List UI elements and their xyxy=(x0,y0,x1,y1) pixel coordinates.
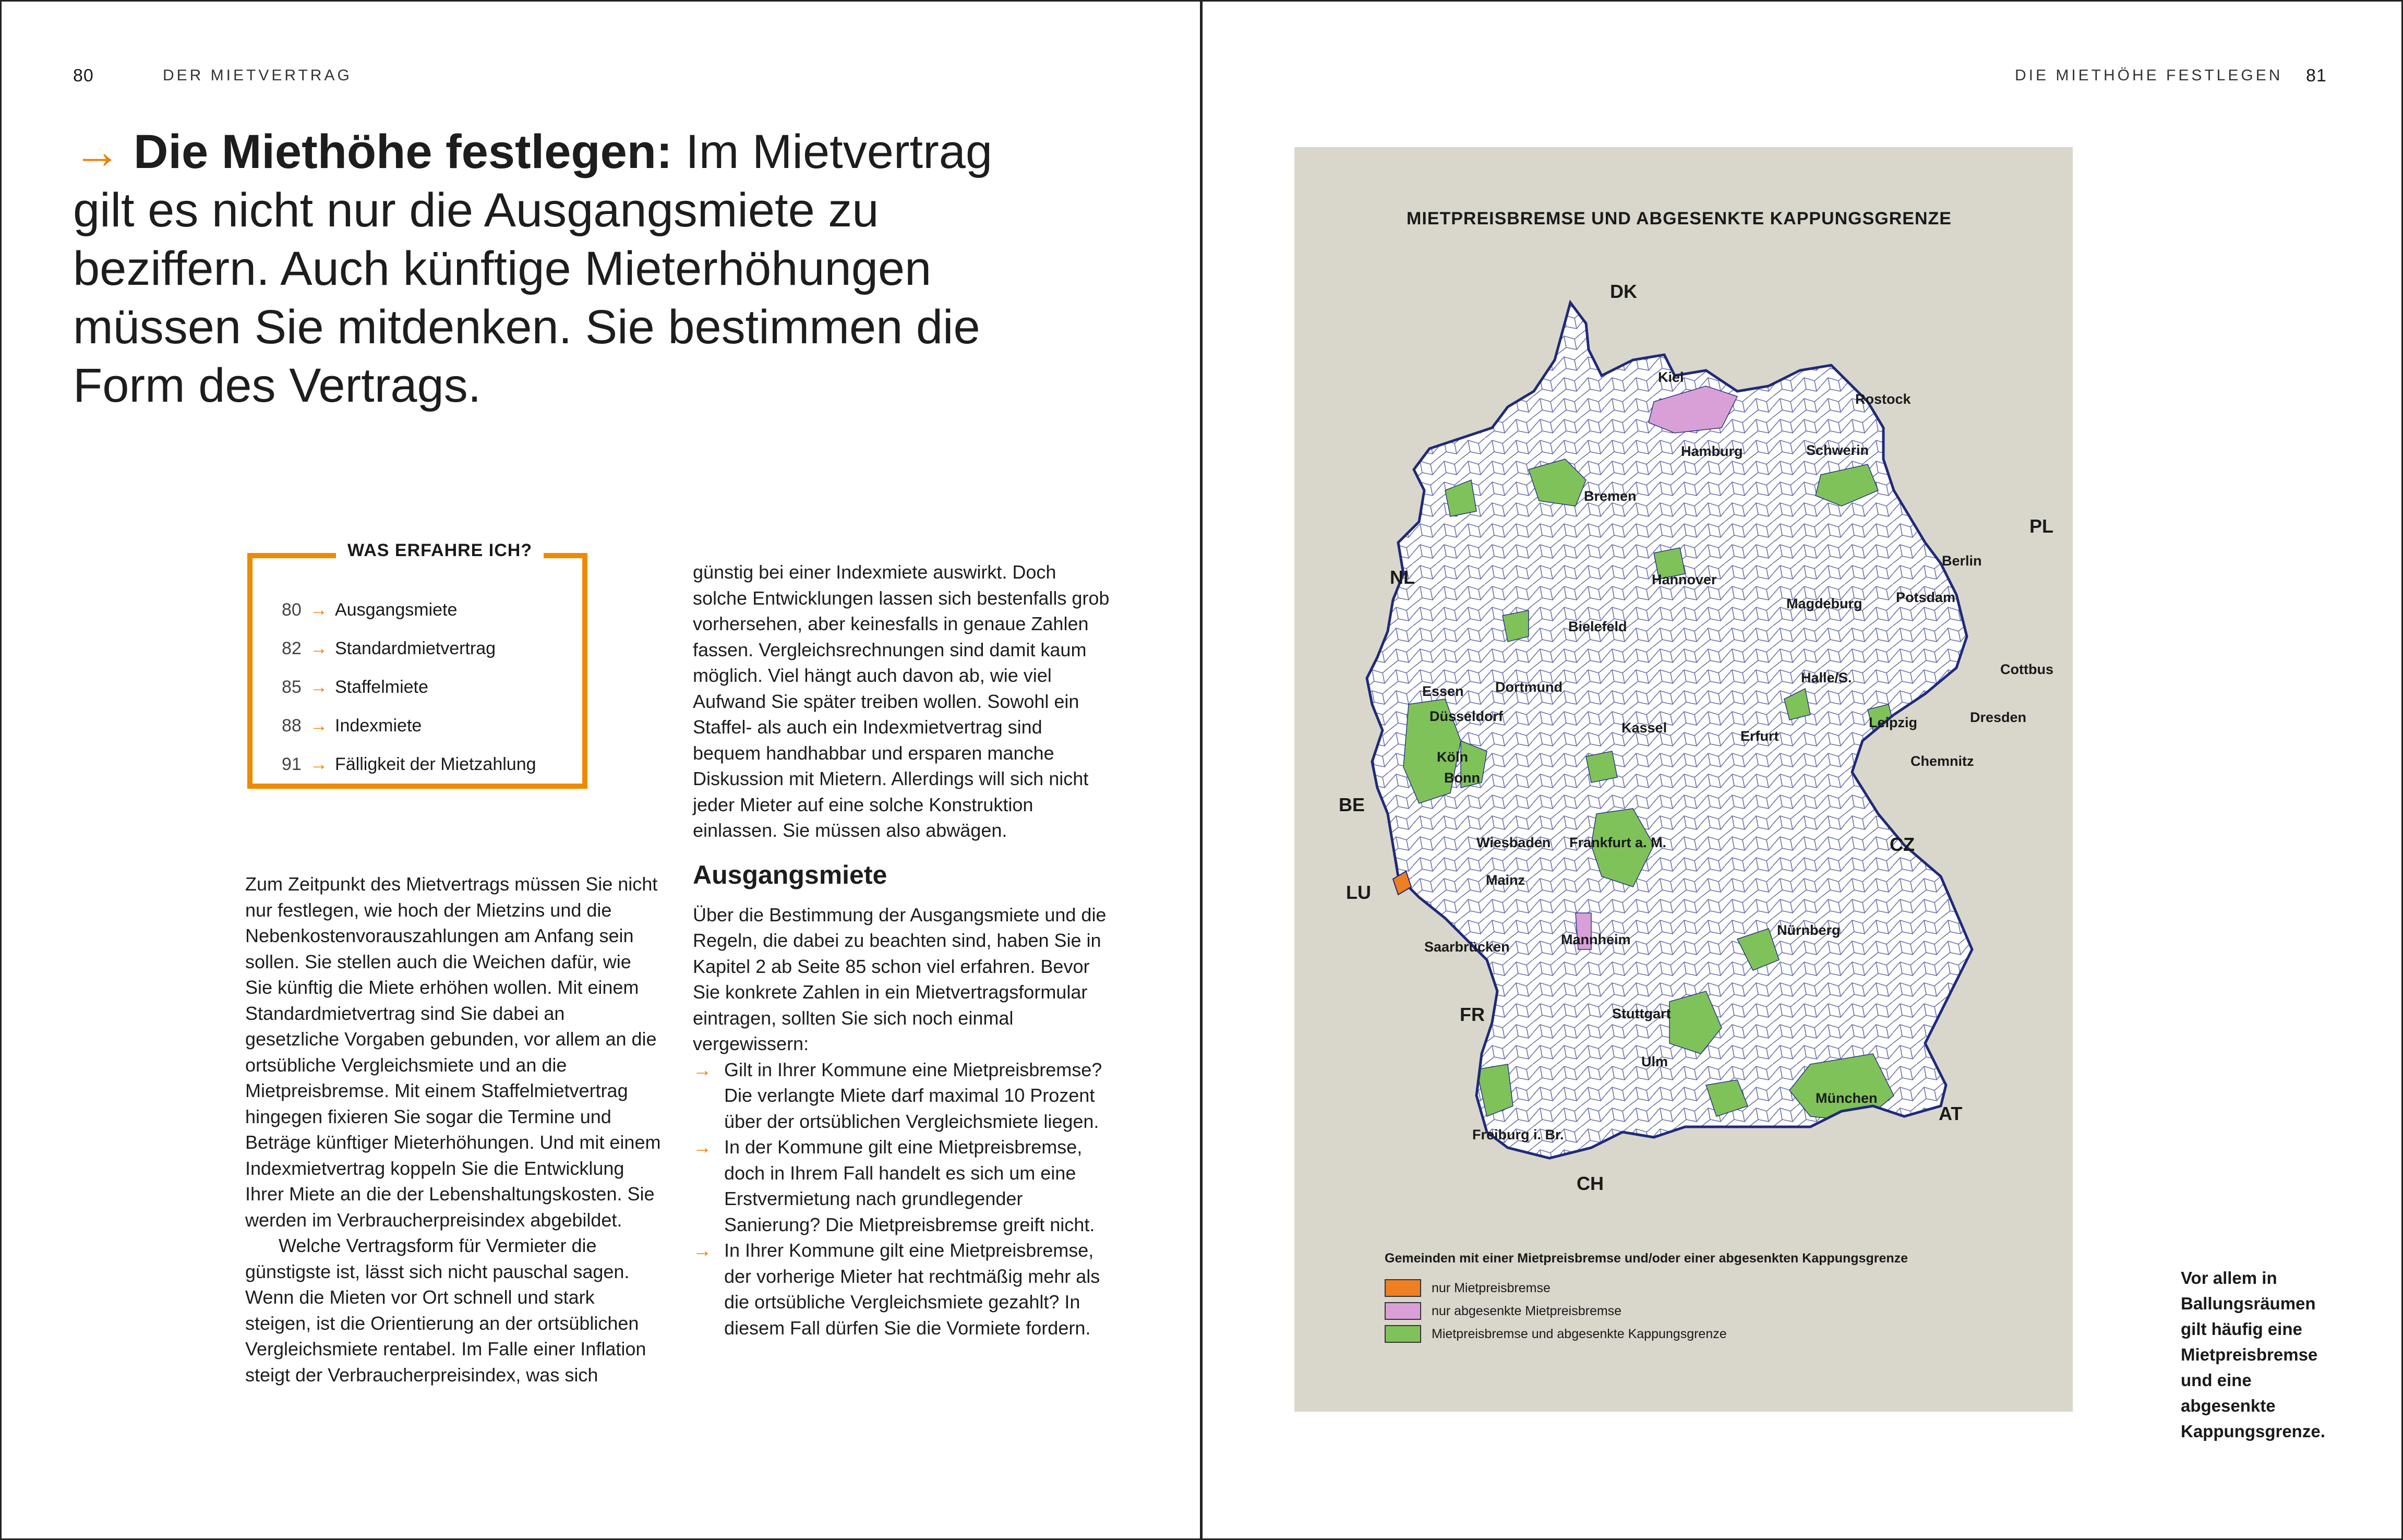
city-label: Rostock xyxy=(1855,391,1911,407)
city-label: Frankfurt a. M. xyxy=(1569,835,1667,850)
toc-box-title: WAS ERFAHRE ICH? xyxy=(336,540,544,561)
country-label: FR xyxy=(1460,1004,1485,1025)
bullet-text: Gilt in Ihrer Kommune eine Mietpreisbremse? Die verlangte Miete darf maximal 10 Prozent über der ortsüblichen Vergleichsmiete liegen. xyxy=(724,1058,1102,1132)
map-legend xyxy=(1385,1251,1908,1345)
toc-list xyxy=(282,591,536,784)
city-label: Köln xyxy=(1437,749,1468,765)
city-label: Hamburg xyxy=(1681,443,1743,459)
toc-item-page: 82 xyxy=(282,639,302,658)
city-label: Stuttgart xyxy=(1612,1006,1671,1021)
legend-item xyxy=(1385,1322,1908,1345)
legend-swatch-green xyxy=(1385,1325,1421,1343)
orange-arrow-icon: → xyxy=(310,716,328,736)
city-label: Magdeburg xyxy=(1786,596,1863,611)
headline-text: Im Mietvertrag gilt es nicht nur die Ausgangsmiete zu beziffern. Auch künftige Mieterhöhungen müssen Sie mitdenken. Sie bestimmen die Form des Vertrags. xyxy=(73,125,993,412)
city-label: Wiesbaden xyxy=(1476,835,1551,850)
city-label: Dortmund xyxy=(1495,679,1563,695)
page-number-left: 80 xyxy=(73,66,94,86)
toc-box xyxy=(247,540,587,789)
city-label: Essen xyxy=(1422,683,1464,699)
city-label: Ulm xyxy=(1641,1054,1668,1069)
toc-item-label: Staffelmiete xyxy=(335,677,428,697)
country-label: AT xyxy=(1939,1103,1963,1124)
country-label: CH xyxy=(1577,1173,1604,1194)
city-label: Bielefeld xyxy=(1568,619,1627,634)
city-label: Mainz xyxy=(1486,872,1525,888)
orange-arrow-icon: → xyxy=(310,754,328,774)
running-head-right: DIE MIETHÖHE FESTLEGEN xyxy=(2015,67,2283,84)
bullet-text: In der Kommune gilt eine Mietpreisbremse, doch in Ihrem Fall handelt es sich um eine Erstvermietung nach grundlegender Sanierung? Die Mietpreisbremse greift nicht. xyxy=(724,1136,1095,1235)
toc-item-page: 88 xyxy=(282,716,302,736)
city-label: Hannover xyxy=(1652,572,1717,587)
toc-item[interactable] xyxy=(282,706,536,745)
section-subhead: Ausgangsmiete xyxy=(693,860,887,889)
city-label: Halle/S. xyxy=(1801,670,1852,685)
toc-item-page: 80 xyxy=(282,600,302,620)
legend-label: nur abgesenkte Mietpreisbremse xyxy=(1432,1303,1622,1318)
city-label: Schwerin xyxy=(1806,442,1869,458)
toc-item-label: Ausgangsmiete xyxy=(335,600,458,620)
country-label: DK xyxy=(1610,281,1637,302)
toc-item-page: 85 xyxy=(282,677,302,697)
orange-arrow-icon: → xyxy=(693,1136,712,1158)
city-label: Berlin xyxy=(1942,553,1982,569)
page-gutter xyxy=(1200,0,1203,1540)
country-label: CZ xyxy=(1890,834,1915,855)
body-column-1 xyxy=(245,871,663,1388)
city-label: Dresden xyxy=(1970,709,2027,725)
bullet-item xyxy=(693,1057,1110,1135)
toc-item[interactable] xyxy=(282,591,536,629)
toc-item-label: Standardmietvertrag xyxy=(335,639,496,658)
legend-swatch-orange xyxy=(1385,1279,1421,1297)
bullet-item xyxy=(693,1237,1110,1341)
city-label: Bremen xyxy=(1584,488,1637,504)
body-paragraph: Über die Bestimmung der Ausgangsmiete und die Regeln, die dabei zu beachten sind, haben Sie in Kapitel 2 ab Seite 85 schon viel erfahren. Bevor Sie konkrete Zahlen in ein Mietvertragsformular eintragen, sollten Sie sich noch einmal vergewissern: xyxy=(693,904,1107,1054)
body-paragraph: Zum Zeitpunkt des Mietvertrags müssen Sie nicht nur festlegen, wie hoch der Mietzins und die Nebenkostenvorauszahlungen am Anfang sein sollen. Sie stellen auch die Weichen dafür, wie Sie künftig die Miete erhöhen wollen. Mit einem Standardmietvertrag sind Sie dabei an gesetzliche Vorgaben gebunden, vor allem an die ortsübliche Vergleichsmiete und an die Mietpreisbremse. Mit einem Staffelmietvertrag hingegen fixieren Sie sogar die Termine und Beträge künftiger Mieterhöhungen. Und mit einem Indexmietvertrag koppeln Sie die Entwicklung Ihrer Miete an die der Lebenshaltungskosten. Sie werden im Verbraucherpreisindex abgebildet. xyxy=(245,873,661,1231)
legend-label: Mietpreisbremse und abgesenkte Kappungsgrenze xyxy=(1432,1326,1727,1341)
city-label: Kiel xyxy=(1658,369,1684,385)
city-label: München xyxy=(1816,1090,1878,1106)
legend-title: Gemeinden mit einer Mietpreisbremse und/oder einer abgesenkten Kappungsgrenze xyxy=(1385,1251,1908,1266)
city-label: Bonn xyxy=(1444,770,1480,786)
city-label: Erfurt xyxy=(1740,728,1779,744)
orange-arrow-icon: → xyxy=(310,600,328,620)
orange-arrow-icon: → xyxy=(693,1240,712,1261)
headline-bold: Die Miethöhe festlegen: xyxy=(134,125,672,178)
city-label: Leipzig xyxy=(1869,715,1917,730)
toc-item-label: Fälligkeit der Mietzahlung xyxy=(335,754,536,774)
legend-item xyxy=(1385,1277,1908,1300)
toc-item-page: 91 xyxy=(282,754,302,774)
body-paragraph: Welche Vertragsform für Vermieter die günstigste ist, lässt sich nicht pauschal sagen. Wenn die Mieten vor Ort schnell und stark steigen, ist die Orientierung an der ortsüblichen Vergleichsmiete rentabel. Im Falle einer Inflation steigt der Verbraucherpreisindex, was sich xyxy=(245,1235,646,1386)
toc-item[interactable] xyxy=(282,668,536,706)
toc-item[interactable] xyxy=(282,745,536,784)
country-label: LU xyxy=(1346,882,1371,903)
orange-arrow-icon: → xyxy=(310,639,328,658)
toc-item-label: Indexmiete xyxy=(335,716,422,736)
city-label: Saarbrücken xyxy=(1424,939,1510,955)
bullet-text: In Ihrer Kommune gilt eine Mietpreisbremse, der vorherige Mieter hat rechtmäßig mehr als die ortsübliche Vergleichsmiete gezahlt? In diesem Fall dürfen Sie die Vormiete fordern. xyxy=(724,1240,1100,1339)
orange-arrow-icon: → xyxy=(693,1058,712,1080)
city-label: Kassel xyxy=(1621,720,1667,736)
country-label: NL xyxy=(1390,567,1415,588)
city-label: Potsdam xyxy=(1896,589,1956,605)
city-label: Mannheim xyxy=(1561,932,1631,947)
legend-swatch-purple xyxy=(1385,1302,1421,1320)
map-title: MIETPREISBREMSE UND ABGESENKTE KAPPUNGSGRENZE xyxy=(1407,209,1952,228)
country-label: BE xyxy=(1339,794,1365,815)
body-paragraph: günstig bei einer Indexmiete auswirkt. Doch solche Entwicklungen lassen sich bestenfalls grob vorhersehen, aber keinesfalls in genaue Zahlen fassen. Vergleichsrechnungen sind damit kaum möglich. Viel hängt auch davon ab, wie viel Aufwand Sie später treiben wollen. Sowohl ein Staffel- als auch ein Indexmietvertrag sind bequem handhabbar und ersparen manche Diskussion mit Mietern. Allerdings will sich nicht jeder Mieter auf eine solche Konstruktion einlassen. Sie müssen also abwägen. xyxy=(693,561,1110,841)
bullet-item xyxy=(693,1134,1110,1237)
toc-item[interactable] xyxy=(282,629,536,668)
body-column-2 xyxy=(693,559,1110,1341)
city-label: Cottbus xyxy=(2000,661,2053,677)
orange-arrow-icon: → xyxy=(310,677,328,697)
page-number-right: 81 xyxy=(2306,66,2327,86)
map-caption: Vor allem in Ballungsräumen gilt häufig eine Mietpreisbremse und eine abgesenkte Kappungsgrenze. xyxy=(2181,1268,2325,1441)
orange-arrow-icon: → xyxy=(73,125,121,178)
city-label: Düsseldorf xyxy=(1429,708,1504,724)
headline xyxy=(73,123,1012,415)
legend-item xyxy=(1385,1300,1908,1322)
running-head-left: DER MIETVERTRAG xyxy=(163,67,352,84)
city-label: Chemnitz xyxy=(1911,753,1974,769)
legend-label: nur Mietpreisbremse xyxy=(1432,1280,1551,1295)
country-label: PL xyxy=(2029,515,2054,537)
city-label: Freiburg i. Br. xyxy=(1472,1127,1564,1142)
city-label: Nürnberg xyxy=(1777,922,1841,938)
